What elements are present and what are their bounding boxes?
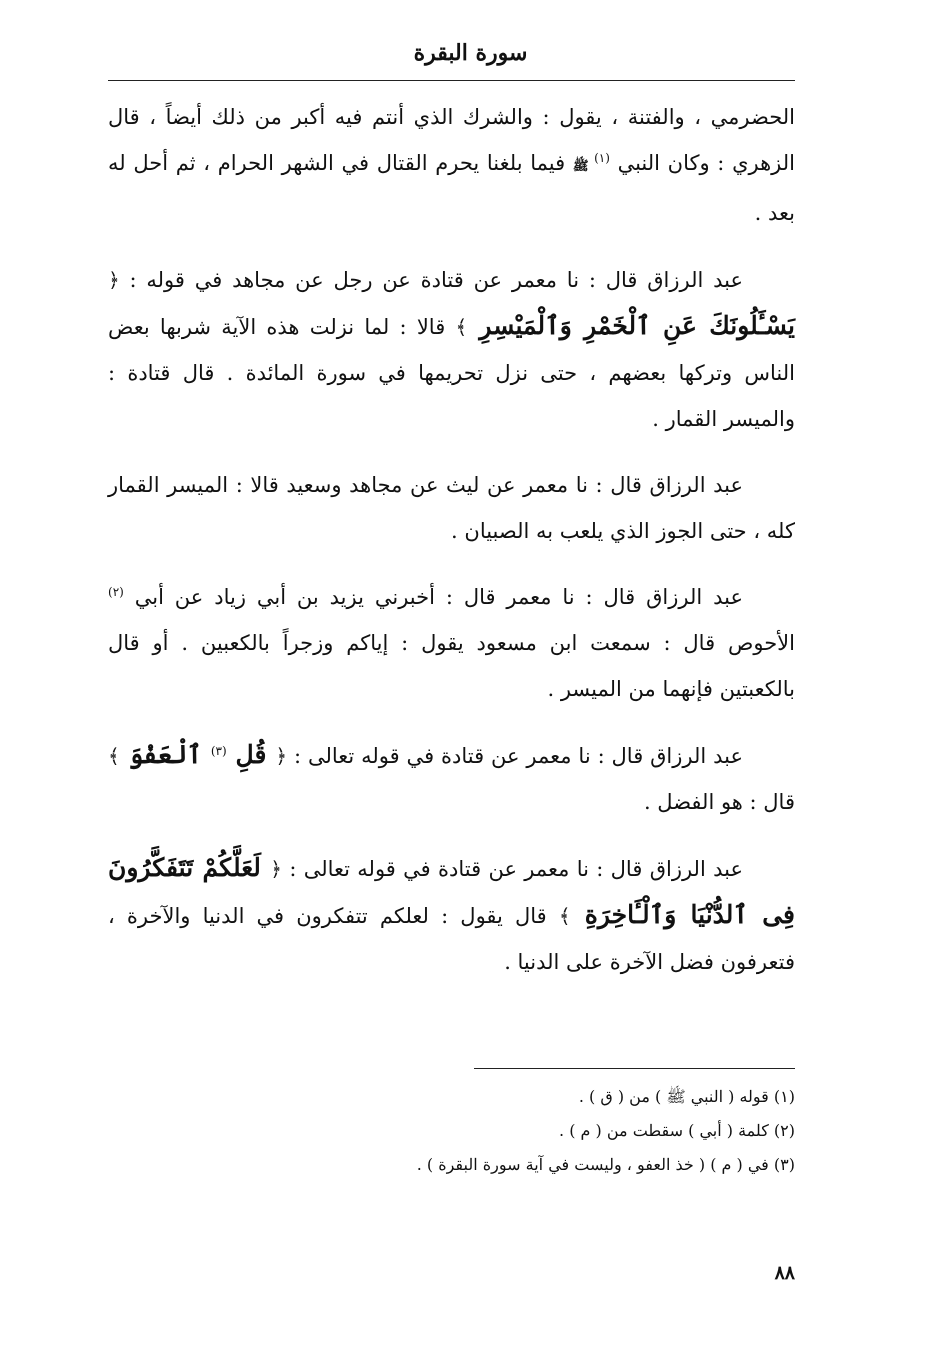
footnote-divider (474, 1068, 795, 1069)
header-divider (108, 80, 795, 81)
quran-verse: لَعَلَّكُمْ تَتَفَكَّرُونَ فِى ٱلدُّنْيَا وَٱلْـَٔاخِرَةِ (108, 853, 795, 929)
page-number: ٨٨ (774, 1262, 795, 1284)
footnote-1: (١) قوله ( النبي ﷺ ) من ( ق ) . (578, 1087, 795, 1106)
paragraph-text: فيما بلغنا يحرم القتال في الشهر الحرام ، ثم أحل له بعد . (108, 151, 795, 225)
paragraph-text: قالا : لما نزلت هذه الآية شربها بعض الناس وتركها بعضهم ، حتى نزل تحريمها في سورة المائدة . قال قتادة : والميسر القمار . (108, 315, 795, 431)
paragraph (108, 845, 795, 985)
paragraph-text: عبد الرزاق قال : نا معمر عن قتادة في قوله تعالى : (287, 744, 743, 768)
page-body (108, 94, 795, 1005)
footnote-marker[interactable]: (٣) (210, 744, 227, 758)
quran-bracket-close: ﴾ (558, 904, 571, 928)
paragraph-text: عبد الرزاق قال : نا معمر عن ليث عن مجاهد وسعيد قالا : الميسر القمار كله ، حتى الجوز الذي يلعب به الصبيان . (108, 473, 795, 543)
salutation-glyph: ﷺ (572, 159, 595, 174)
quran-bracket-open: ﴿ (275, 744, 288, 768)
footnotes-section (108, 1080, 795, 1182)
paragraph (108, 462, 795, 554)
paragraph (108, 732, 795, 825)
footnote-3: (٣) في ( م ) ( خذ العفو ، وليست في آية سورة البقرة ) . (416, 1155, 795, 1174)
paragraph-text: قال يقول : لعلكم تتفكرون في الدنيا والآخرة ، فتعرفون فضل الآخرة على الدنيا . (108, 904, 795, 974)
footnote-2: (٢) كلمة ( أبي ) سقطت من ( م ) . (559, 1121, 795, 1140)
paragraph-text: الحضرمي ، والفتنة ، يقول : والشرك الذي أنتم فيه أكبر من ذلك أيضاً ، قال الزهري : وكان النبي (108, 105, 795, 175)
paragraph-text: عبد الرزاق قال : نا معمر عن قتادة في قوله تعالى : (282, 857, 743, 881)
paragraph (108, 574, 795, 712)
quran-bracket-open: ﴿ (108, 268, 120, 292)
quran-verse: ٱلْعَفْوَ (119, 740, 211, 769)
footnote-marker[interactable]: (٢) (108, 585, 124, 599)
quran-bracket-open: ﴿ (270, 857, 282, 881)
paragraph-text: عبد الرزاق قال : نا معمر عن قتادة عن رجل عن مجاهد في قوله : (119, 268, 743, 292)
paragraph-text: قال : هو الفضل . (643, 790, 795, 814)
paragraph-text: عبد الرزاق قال : نا معمر قال : أخبرني يزيد بن أبي زياد عن أبي (123, 585, 743, 609)
quran-bracket-close: ﴾ (108, 744, 120, 768)
quran-verse: قُلِ (226, 740, 276, 769)
paragraph (108, 256, 795, 442)
quran-bracket-close: ﴾ (455, 315, 468, 339)
page-header-title: سورة البقرة (413, 40, 528, 66)
footnote-marker[interactable]: (١) (594, 151, 610, 165)
paragraph-text: الأحوص قال : سمعت ابن مسعود يقول : إياكم وزجراً بالكعبين . أو قال بالكعبتين فإنهما من الميسر . (108, 631, 795, 701)
quran-verse: يَسْـَٔلُونَكَ عَنِ ٱلْخَمْرِ وَٱلْمَيْسِرِ (467, 311, 795, 340)
paragraph (108, 94, 795, 236)
